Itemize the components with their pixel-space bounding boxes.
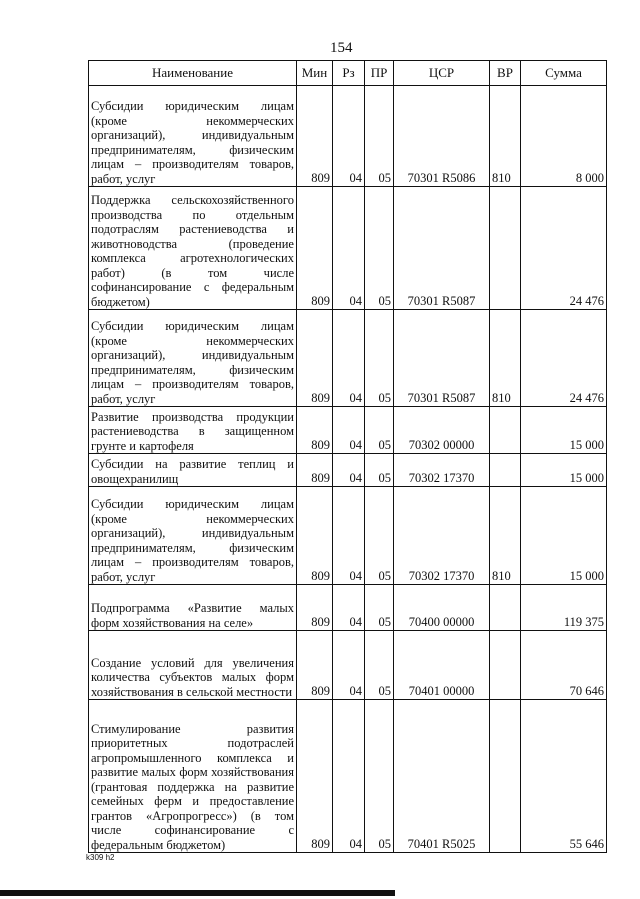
row-csr: 70301 R5086 [394,86,490,187]
header-sum: Сумма [521,61,607,86]
row-csr: 70301 R5087 [394,310,490,407]
row-min: 809 [297,454,333,487]
table-row [89,631,607,700]
table-row [89,407,607,454]
row-vr: 810 [490,310,521,407]
row-min: 809 [297,310,333,407]
table-header [89,61,607,86]
table-row [89,187,607,310]
row-min: 809 [297,86,333,187]
row-csr: 70302 17370 [394,454,490,487]
row-name: Субсидии на развитие теплиц и овощехранилищ [89,454,297,487]
table-row [89,487,607,585]
table-body [89,86,607,853]
row-pr: 05 [365,487,394,585]
row-rz: 04 [333,487,365,585]
row-name: Субсидии юридическим лицам (кроме некоммерческих организаций), индивидуальным предпринимателям, физическим лицам – производителям товаров, работ, услуг [89,310,297,407]
row-rz: 04 [333,585,365,631]
row-name: Поддержка сельскохозяйственного производства по отдельным подотраслям растениеводства и животноводства (проведение комплекса агротехнологических работ) (в том числе софинансирование с федеральным бюджетом) [89,187,297,310]
row-csr: 70400 00000 [394,585,490,631]
row-min: 809 [297,700,333,853]
row-sum: 70 646 [521,631,607,700]
row-sum: 119 375 [521,585,607,631]
row-name: Подпрограмма «Развитие малых форм хозяйствования на селе» [89,585,297,631]
row-vr: 810 [490,86,521,187]
table-row [89,454,607,487]
row-name: Развитие производства продукции растениеводства в защищенном грунте и картофеля [89,407,297,454]
row-rz: 04 [333,86,365,187]
table-row [89,585,607,631]
header-name: Наименование [89,61,297,86]
row-rz: 04 [333,700,365,853]
row-sum: 15 000 [521,487,607,585]
header-pr: ПР [365,61,394,86]
page-number: 154 [330,40,353,56]
row-pr: 05 [365,310,394,407]
row-vr [490,187,521,310]
row-sum: 8 000 [521,86,607,187]
row-vr: 810 [490,487,521,585]
footer-code: k309 h2 [86,853,115,862]
row-rz: 04 [333,187,365,310]
row-rz: 04 [333,310,365,407]
budget-table [88,60,607,853]
header-csr: ЦСР [394,61,490,86]
row-sum: 15 000 [521,407,607,454]
row-name: Создание условий для увеличения количества субъектов малых форм хозяйствования в сельской местности [89,631,297,700]
scan-edge-bar [0,890,395,896]
row-pr: 05 [365,407,394,454]
row-csr: 70302 00000 [394,407,490,454]
row-csr: 70401 R5025 [394,700,490,853]
row-sum: 55 646 [521,700,607,853]
row-vr [490,454,521,487]
row-pr: 05 [365,700,394,853]
row-csr: 70302 17370 [394,487,490,585]
row-pr: 05 [365,86,394,187]
row-rz: 04 [333,454,365,487]
row-name: Стимулирование развития приоритетных подотраслей агропромышленного комплекса и развитие малых форм хозяйствования (грантовая поддержка на развитие семейных ферм и предоставление грантов «Агропрогресс») (в том числе софинансирование с федеральным бюджетом) [89,700,297,853]
row-min: 809 [297,631,333,700]
row-sum: 15 000 [521,454,607,487]
row-min: 809 [297,407,333,454]
row-vr [490,631,521,700]
row-pr: 05 [365,631,394,700]
header-row [89,61,607,86]
row-name: Субсидии юридическим лицам (кроме некоммерческих организаций), индивидуальным предпринимателям, физическим лицам – производителям товаров, работ, услуг [89,86,297,187]
row-name: Субсидии юридическим лицам (кроме некоммерческих организаций), индивидуальным предпринимателям, физическим лицам – производителям товаров, работ, услуг [89,487,297,585]
row-pr: 05 [365,585,394,631]
row-min: 809 [297,585,333,631]
table-row [89,86,607,187]
row-min: 809 [297,487,333,585]
row-pr: 05 [365,454,394,487]
table-row [89,310,607,407]
row-csr: 70401 00000 [394,631,490,700]
header-rz: Рз [333,61,365,86]
table-row [89,700,607,853]
row-csr: 70301 R5087 [394,187,490,310]
row-min: 809 [297,187,333,310]
row-rz: 04 [333,407,365,454]
header-min: Мин [297,61,333,86]
row-vr [490,700,521,853]
row-sum: 24 476 [521,187,607,310]
row-rz: 04 [333,631,365,700]
row-sum: 24 476 [521,310,607,407]
row-vr [490,585,521,631]
header-vr: ВР [490,61,521,86]
row-vr [490,407,521,454]
row-pr: 05 [365,187,394,310]
